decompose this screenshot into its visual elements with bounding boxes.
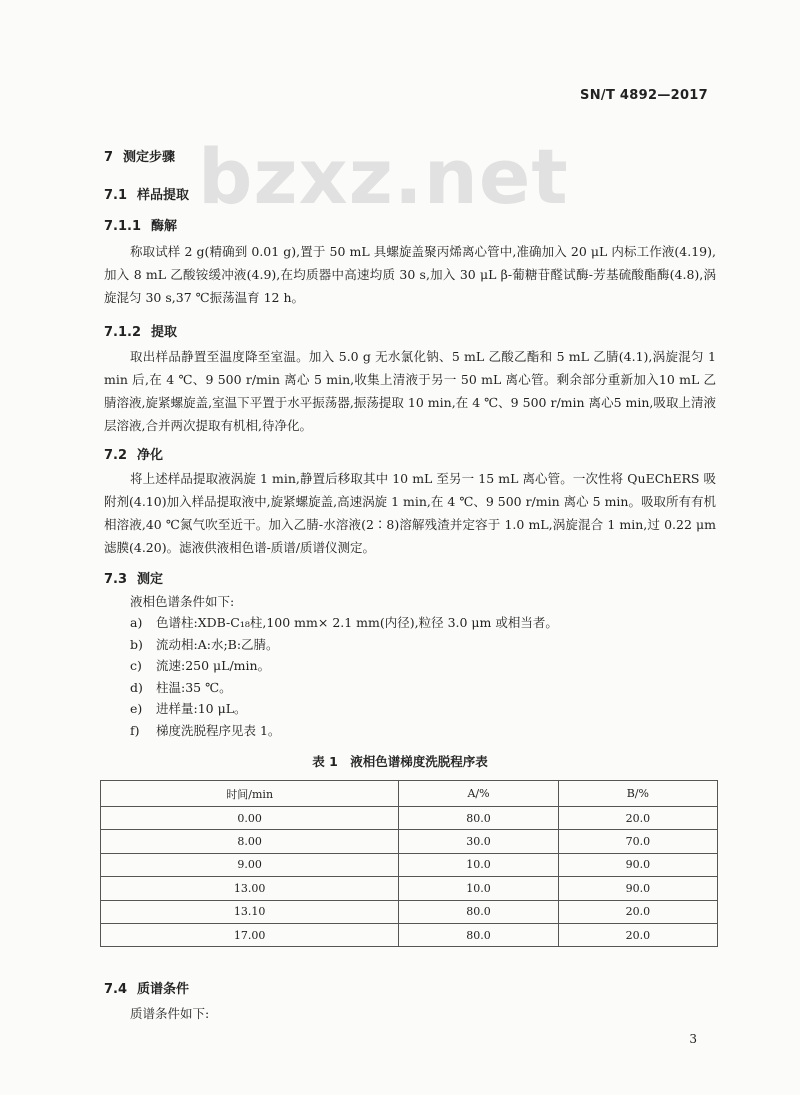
section-7-3-heading <box>104 568 163 587</box>
table-row <box>101 877 718 900</box>
table-cell: 90.0 <box>558 853 717 876</box>
section-title: 质谱条件 <box>137 982 190 997</box>
section-title: 提取 <box>151 325 178 340</box>
list-item <box>130 655 558 677</box>
paragraph-7-3-intro: 液相色谱条件如下: <box>130 594 235 609</box>
section-7-2-heading <box>104 444 163 463</box>
list-item <box>130 634 558 656</box>
table-cell: 13.10 <box>101 900 399 923</box>
column-header: 时间/min <box>101 781 399 807</box>
section-7-1-1-heading <box>104 215 177 234</box>
table-row <box>101 923 718 946</box>
paragraph-7-2: 将上述样品提取液涡旋 1 min,静置后移取其中 10 mL 至另一 15 mL 离心管。一次性将 QuEChERS 吸附剂(4.10)加入样品提取液中,旋紧螺旋盖,高速涡旋 1 min,在 4 ℃、9 500 r/min 离心 5 min。吸取所有有机相溶液,40 ℃氮气吹至近干。加入乙腈-水溶液(2∶8)溶解残渣并定容于 1.0 mL,涡旋混合 1 min,过 0.22 μm 滤膜(4.20)。滤液供液相色谱-质谱/质谱仪测定。 <box>104 471 716 555</box>
list-text: 流速:250 μL/min。 <box>156 658 271 673</box>
section-number: 7.4 <box>104 982 128 997</box>
table-header-row <box>101 781 718 807</box>
column-header: B/% <box>558 781 717 807</box>
list-marker: d) <box>130 679 143 695</box>
list-marker: c) <box>130 658 142 673</box>
list-item <box>130 612 558 634</box>
list-text: 柱温:35 ℃。 <box>156 679 232 695</box>
list-marker: f) <box>130 722 140 738</box>
table-caption: 表 1 液相色谱梯度洗脱程序表 <box>312 754 488 769</box>
section-title: 净化 <box>137 448 164 463</box>
table-cell: 30.0 <box>399 830 558 853</box>
section-title: 测定 <box>137 572 164 587</box>
list-text: 流动相:A:水;B:乙腈。 <box>156 636 279 652</box>
table-cell: 90.0 <box>558 877 717 900</box>
table-cell: 70.0 <box>558 830 717 853</box>
column-header: A/% <box>399 781 558 807</box>
list-text: 梯度洗脱程序见表 1。 <box>156 722 281 738</box>
section-7-4-heading <box>104 978 189 997</box>
paragraph-7-4-intro: 质谱条件如下: <box>130 1006 210 1021</box>
paragraph-7-1-1: 称取试样 2 g(精确到 0.01 g),置于 50 mL 具螺旋盖聚丙烯离心管中,准确加入 20 μL 内标工作液(4.19),加入 8 mL 乙酸铵缓冲液(4.9),在均质器中高速均质 30 s,加入 30 μL β-葡糖苷醛试酶-芳基硫酸酯酶(4.8),涡旋混匀 30 s,37 ℃振荡温育 12 h。 <box>104 244 716 305</box>
page-number: 3 <box>689 1032 697 1046</box>
table-cell: 8.00 <box>101 830 399 853</box>
table-cell: 10.0 <box>399 877 558 900</box>
section-number: 7 <box>104 150 114 165</box>
section-title: 测定步骤 <box>123 150 176 165</box>
list-item <box>130 698 558 720</box>
table-cell: 17.00 <box>101 923 399 946</box>
table-cell: 10.0 <box>399 853 558 876</box>
list-marker: e) <box>130 701 143 716</box>
standard-code: SN/T 4892—2017 <box>580 88 708 103</box>
table-row <box>101 853 718 876</box>
table-cell: 80.0 <box>399 923 558 946</box>
section-number: 7.1.2 <box>104 325 142 340</box>
lc-conditions-list <box>130 612 558 741</box>
watermark-text: bzxz.net <box>198 132 569 221</box>
list-marker: a) <box>130 615 143 630</box>
section-title: 样品提取 <box>137 188 190 203</box>
section-7-1-2-heading <box>104 321 177 340</box>
gradient-table <box>100 780 718 947</box>
table-cell: 20.0 <box>558 807 717 830</box>
table-cell: 80.0 <box>399 900 558 923</box>
section-number: 7.1.1 <box>104 219 142 234</box>
table-cell: 0.00 <box>101 807 399 830</box>
section-title: 酶解 <box>151 219 178 234</box>
paragraph-7-1-2: 取出样品静置至温度降至室温。加入 5.0 g 无水氯化钠、5 mL 乙酸乙酯和 5 mL 乙腈(4.1),涡旋混匀 1 min 后,在 4 ℃、9 500 r/min 离心 5 min,收集上清液于另一 50 mL 离心管。剩余部分重新加入10 mL 乙腈溶液,旋紧螺旋盖,室温下平置于水平振荡器,振荡提取 10 min,在 4 ℃、9 500 r/min 离心5 min,吸取上清液层溶液,合并两次提取有机相,待净化。 <box>104 349 716 433</box>
table-cell: 13.00 <box>101 877 399 900</box>
section-number: 7.3 <box>104 572 128 587</box>
list-text: 进样量:10 μL。 <box>156 701 247 716</box>
list-marker: b) <box>130 636 143 652</box>
section-number: 7.2 <box>104 448 128 463</box>
table-row <box>101 807 718 830</box>
table-cell: 9.00 <box>101 853 399 876</box>
section-number: 7.1 <box>104 188 128 203</box>
table-cell: 20.0 <box>558 923 717 946</box>
section-7-1-heading <box>104 184 189 203</box>
section-7-heading <box>104 146 175 165</box>
table-cell: 20.0 <box>558 900 717 923</box>
list-item <box>130 720 558 742</box>
table-cell: 80.0 <box>399 807 558 830</box>
list-item <box>130 677 558 699</box>
table-row <box>101 830 718 853</box>
list-text: 色谱柱:XDB-C₁₈柱,100 mm× 2.1 mm(内径),粒径 3.0 μm 或相当者。 <box>156 615 558 630</box>
table-row <box>101 900 718 923</box>
